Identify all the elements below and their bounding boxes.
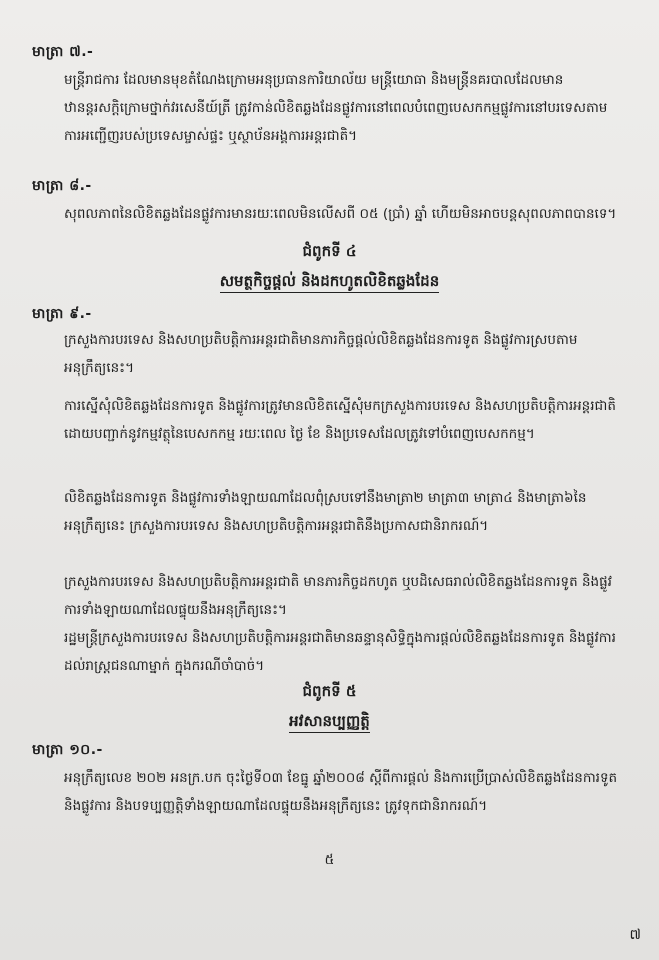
chapter-4-label: ជំពូកទី ៤ (302, 242, 357, 260)
chapter-4-title (0, 272, 659, 294)
article-10-text: អនុក្រឹត្យលេខ ២០២ អនក្រ.បក ចុះថ្ងៃទី០៣ ខែធ្នូ ឆ្នាំ២០០៨ ស្តីពីការផ្តល់ និងការប្រើប្រាស់លិខិតឆ្លងដែនការទូត និងផ្លូវការ និងបទប្បញ្ញត្តិទាំងឡាយណាដែលផ្ទុយនឹងអនុក្រឹត្យនេះ ត្រូវទុកជានិរាករណ៍។ (64, 770, 618, 814)
chapter-5-label: ជំពូកទី ៥ (302, 682, 357, 700)
chapter-5-title (0, 712, 659, 734)
article-9-paragraph-3: លិខិតឆ្លងដែនការទូត និងផ្លូវការទាំងឡាយណាដែលពុំស្របទៅនឹងមាត្រា២ មាត្រា៣ មាត្រា៤ និងមាត្រា៦នៃអនុក្រឹត្យនេះ ក្រសួងការបរទេស និងសហប្រតិបត្តិការអន្តរជាតិនឹងប្រកាសជានិរាករណ៍។ (64, 490, 587, 534)
article-8-text: សុពលភាពនៃលិខិតឆ្លងដែនផ្លូវការមានរយៈពេលមិនលើសពី ០៥ (ប្រាំ) ឆ្នាំ ហើយមិនអាចបន្តសុពលភាពបានទេ។ (64, 206, 617, 222)
page-number: ៥ (324, 852, 335, 868)
article-9-heading: មាត្រា ៩.- (32, 306, 92, 322)
article-9-paragraph-5: រដ្ឋមន្ត្រីក្រសួងការបរទេស និងសហប្រតិបត្តិការអន្តរជាតិមានឆន្ទានុសិទ្ធិក្នុងការផ្តល់លិខិតឆ្លងដែនការទូត និងផ្លូវការដល់រាស្ត្រជនណាម្នាក់ ក្នុងករណីចាំបាច់។ (64, 630, 616, 674)
corner-mark: ៧ (629, 927, 641, 943)
chapter-5-title-text: អវសានប្បញ្ញត្តិ (289, 712, 370, 733)
article-10-heading: មាត្រា ១០.- (32, 742, 103, 758)
article-8-heading: មាត្រា ៨.- (32, 178, 92, 194)
chapter-4-title-text: សមត្ថកិច្ចផ្តល់ និងដកហូតលិខិតឆ្លងដែន (220, 272, 439, 293)
article-7-text: មន្ត្រីរាជការ ដែលមានមុខតំណែងក្រោមអនុប្រធានការិយាល័យ មន្ត្រីយោធា និងមន្ត្រីនគរបាលដែលមានឋានន្តរសក្តិក្រោមថ្នាក់វរសេនីយ៍ត្រី ត្រូវកាន់លិខិតឆ្លងដែនផ្លូវការនៅពេលបំពេញបេសកកម្មផ្លូវការនៅបរទេសតាមការអញ្ជើញរបស់ប្រទេសម្ចាស់ផ្ទះ ឬស្ថាប័នអង្គការអន្តរជាតិ។ (64, 72, 608, 144)
article-9-paragraph-1: ក្រសួងការបរទេស និងសហប្រតិបត្តិការអន្តរជាតិមានភារកិច្ចផ្តល់លិខិតឆ្លងដែនការទូត និងផ្លូវការស្របតាមអនុក្រឹត្យនេះ។ (64, 332, 578, 376)
article-9-paragraph-4: ក្រសួងការបរទេស និងសហប្រតិបត្តិការអន្តរជាតិ មានភារកិច្ចដកហូត ឬបដិសេធរាល់លិខិតឆ្លងដែនការទូត និងផ្លូវការទាំងឡាយណាដែលផ្ទុយនឹងអនុក្រឹត្យនេះ។ (64, 574, 612, 618)
article-9-paragraph-2: ការស្នើសុំលិខិតឆ្លងដែនការទូត និងផ្លូវការត្រូវមានលិខិតស្នើសុំមកក្រសួងការបរទេស និងសហប្រតិបត្តិការអន្តរជាតិ ដោយបញ្ជាក់នូវកម្មវត្ថុនៃបេសកកម្ម រយៈពេល ថ្ងៃ ខែ និងប្រទេសដែលត្រូវទៅបំពេញបេសកកម្ម។ (64, 398, 616, 442)
article-7-heading: មាត្រា ៧.- (32, 44, 94, 60)
